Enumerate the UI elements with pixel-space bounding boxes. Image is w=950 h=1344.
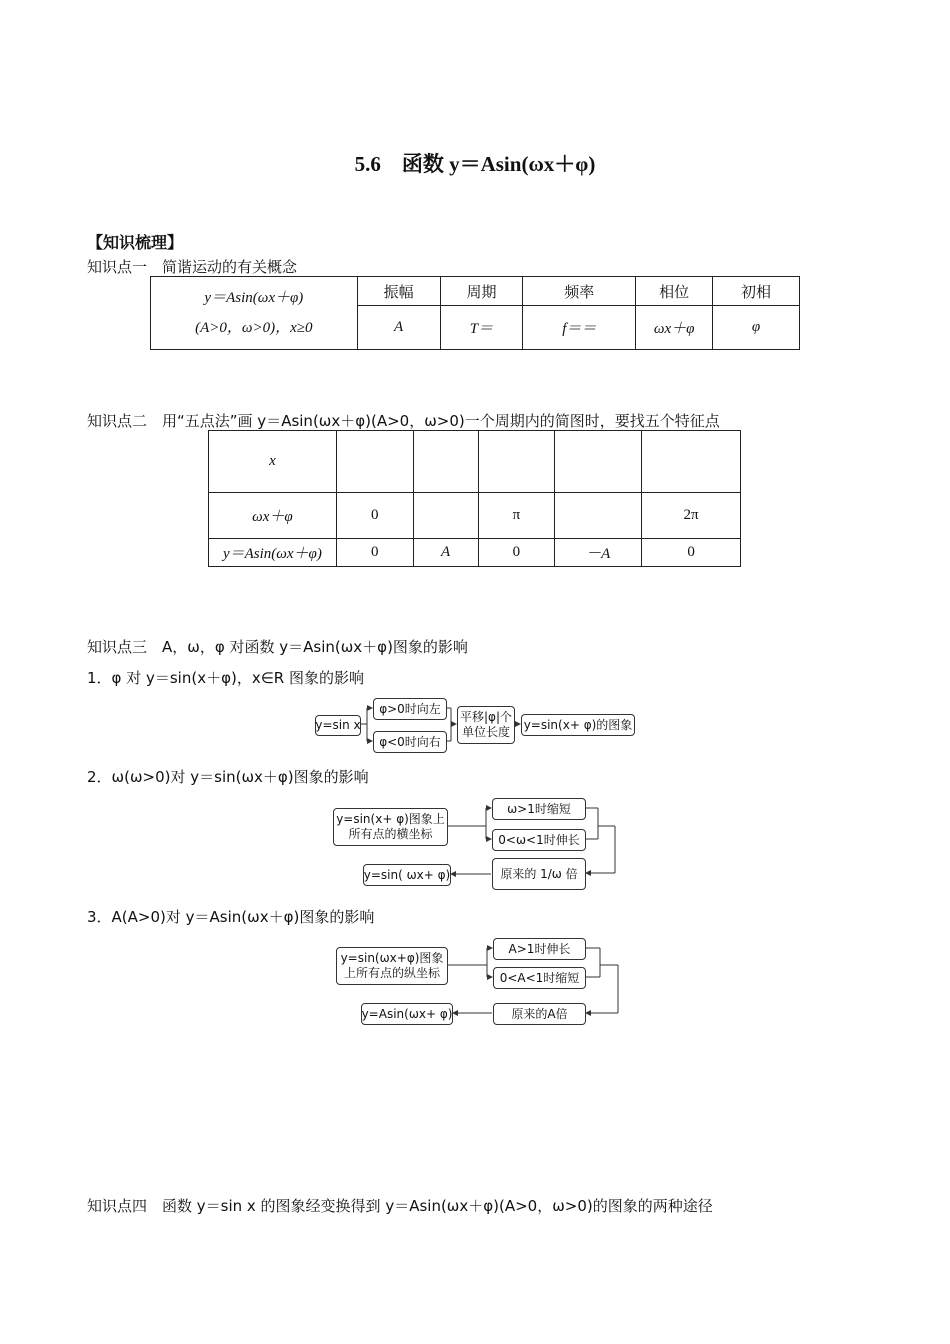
flow1-end: y=sin(x+ φ)的图象 [521,714,635,736]
kp1-heading: 知识点一 简谐运动的有关概念 [87,258,298,276]
flow1-left: φ>0时向左 [373,698,447,720]
kp2-heading: 知识点二 用“五点法”画 y＝Asin(ωx＋φ)(A>0，ω>0)一个周期内的简图时，要找五个特征点 [87,412,720,430]
flow3-end: y=Asin(ωx+ φ) [361,1003,453,1025]
kp2-row-label: x [209,431,337,493]
page-title: 5.6 函数 y＝Asin(ωx＋φ) [354,152,596,176]
kp2-cell: 0 [336,539,413,567]
flow2-result: 原来的 1/ω 倍 [492,858,586,890]
kp1-header: 周期 [440,277,523,306]
kp3-item2: 2．ω(ω>0)对 y＝sin(ωx＋φ)图象的影响 [87,768,369,786]
flow2-start-line1: y=sin(x+ φ)图象上 [336,812,445,826]
flow3-start-line2: 上所有点的纵坐标 [343,966,440,980]
kp2-cell: π [478,493,555,539]
kp1-condition: (A>0，ω>0)，x≥0 [195,320,313,336]
flow3-start-line1: y=sin(ωx+φ)图象 [340,951,444,965]
kp2-cell: A [413,539,478,567]
kp1-header: 初相 [713,277,800,306]
kp1-header: 频率 [523,277,636,306]
kp2-cell: 2π [642,493,741,539]
kp3-item1: 1．φ 对 y＝sin(x＋φ)，x∈R 图象的影响 [87,669,364,687]
flow2-lt: 0<ω<1时伸长 [492,829,586,851]
kp2-row-label: ωx＋φ [209,493,337,539]
kp1-value: f＝＝ [523,306,636,350]
kp2-cell: 0 [336,493,413,539]
flow2-end: y=sin( ωx+ φ) [363,864,451,886]
kp2-cell: 0 [642,539,741,567]
kp2-cell: －A [555,539,642,567]
flow1-shift-line1: 平移|φ|个 [459,710,512,724]
flow1-shift-line2: 单位长度 [461,725,510,739]
section-header: 【知识梳理】 [87,233,184,252]
flow3-result: 原来的A倍 [493,1003,586,1025]
flow3-gt: A>1时伸长 [493,938,586,960]
kp1-value: ωx＋φ [636,306,713,350]
flow1-right: φ<0时向右 [373,731,447,753]
kp1-value: A [357,306,440,350]
flow2-start-line2: 所有点的横坐标 [348,827,433,841]
kp2-cell: 0 [478,539,555,567]
kp1-value: φ [713,306,800,350]
kp1-formula: y＝Asin(ωx＋φ) [204,290,304,306]
kp1-value: T＝ [440,306,523,350]
kp1-header: 振幅 [357,277,440,306]
flow1-start: y=sin x [315,715,361,736]
kp2-row-label: y＝Asin(ωx＋φ) [209,539,337,567]
flow3-lt: 0<A<1时缩短 [493,967,586,989]
kp1-header: 相位 [636,277,713,306]
kp3-heading: 知识点三 A，ω，φ 对函数 y＝Asin(ωx＋φ)图象的影响 [87,638,468,656]
flow2-gt: ω>1时缩短 [492,798,586,820]
kp3-item3: 3．A(A>0)对 y＝Asin(ωx＋φ)图象的影响 [87,908,375,926]
kp4-heading: 知识点四 函数 y＝sin x 的图象经变换得到 y＝Asin(ωx＋φ)(A>0，ω>0)的图象的两种途径 [87,1197,713,1215]
